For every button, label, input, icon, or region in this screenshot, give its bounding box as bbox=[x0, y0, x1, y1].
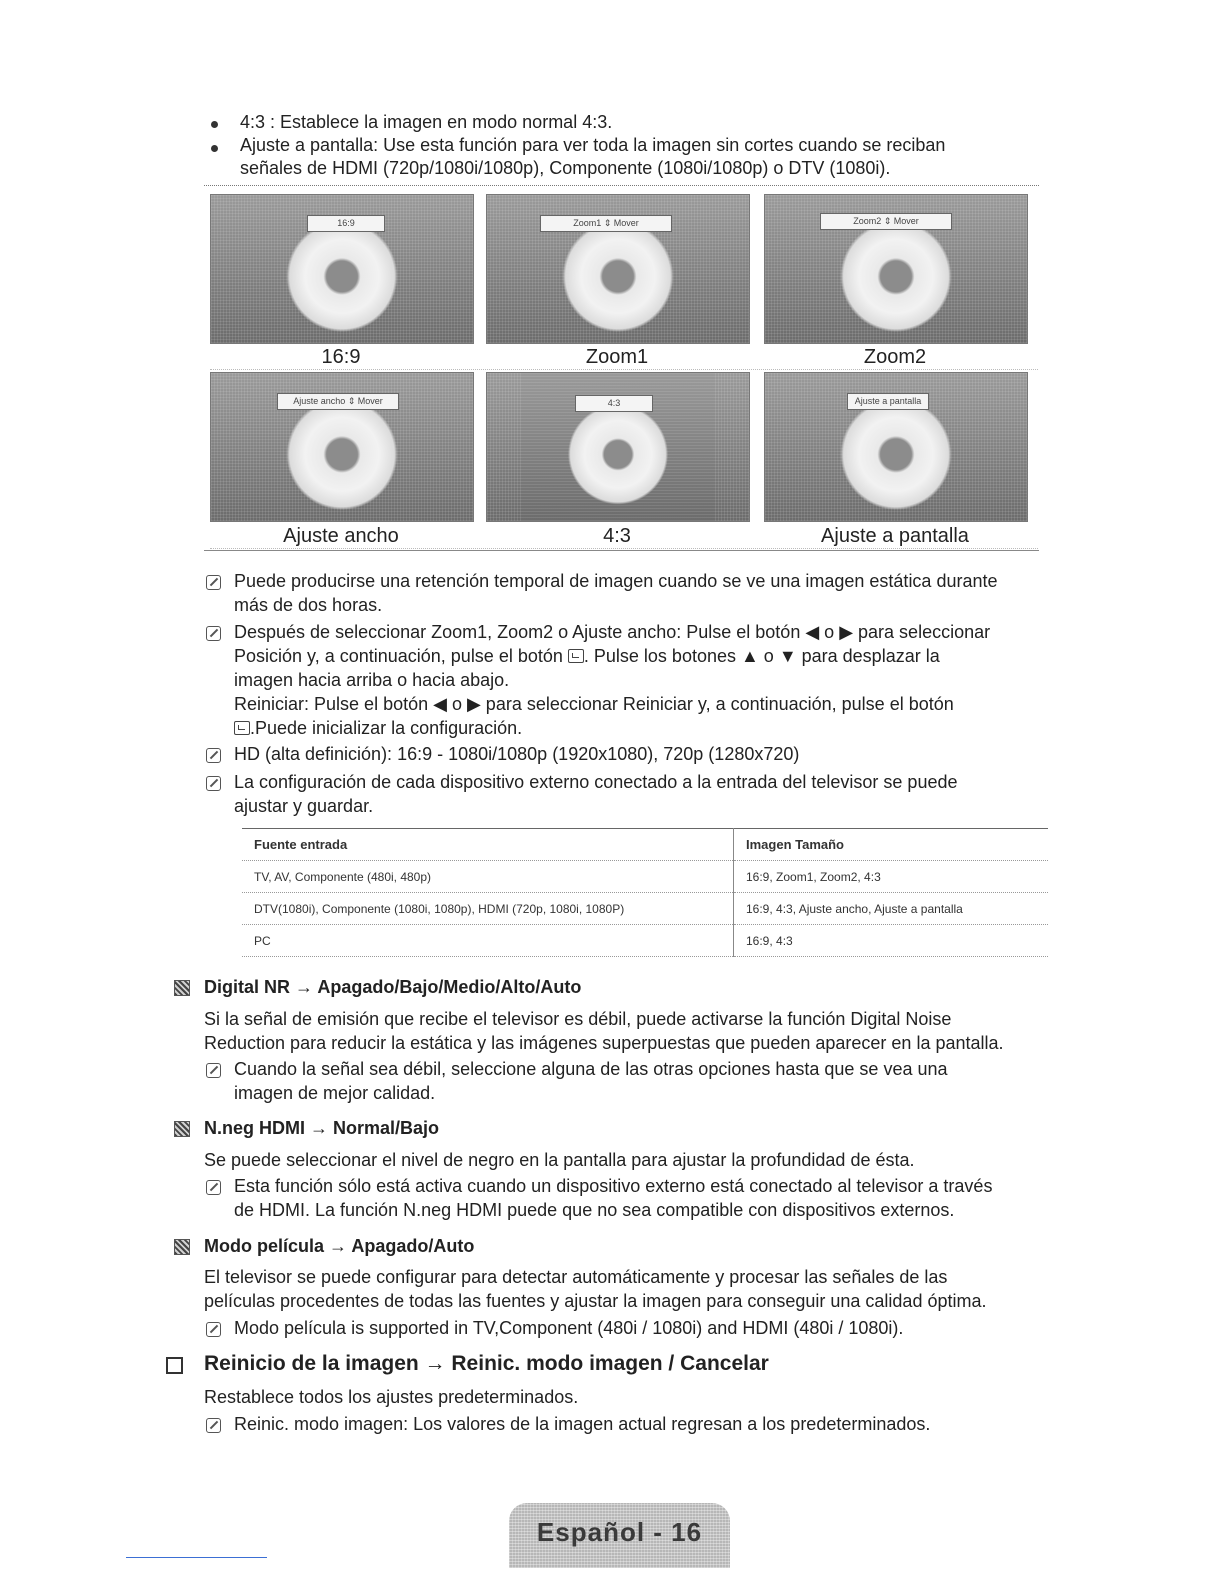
note-icon bbox=[206, 748, 221, 763]
note-text: ajustar y guardar. bbox=[234, 796, 374, 816]
note-icon bbox=[206, 1063, 221, 1078]
note-icon bbox=[206, 626, 221, 641]
section-icon bbox=[174, 1239, 190, 1255]
osd-label: Ajuste ancho ⇕ Mover bbox=[277, 393, 399, 410]
note-text: La configuración de cada dispositivo externo conectado a la entrada del televisor se puede bbox=[234, 772, 958, 792]
note-text bbox=[234, 644, 940, 668]
decorative-line bbox=[126, 1557, 267, 1558]
section-body: Reduction para reducir la estática y las imágenes superpuestas que pueden aparecer en la pantalla. bbox=[204, 1033, 1004, 1053]
note-text: Reiniciar: Pulse el botón ◀ o ▶ para seleccionar Reiniciar y, a continuación, pulse el botón bbox=[234, 694, 954, 714]
column-header: Fuente entrada bbox=[242, 829, 734, 861]
osd-label: 16:9 bbox=[307, 215, 385, 232]
note-text: de HDMI. La función N.neg HDMI puede que no sea compatible con dispositivos externos. bbox=[234, 1200, 955, 1220]
section-heading-modo-pelicula: Modo película → Apagado/Auto bbox=[204, 1236, 475, 1256]
table-row bbox=[242, 925, 1048, 957]
note-text: Puede producirse una retención temporal de imagen cuando se ve una imagen estática durante bbox=[234, 571, 998, 591]
section-body: Si la señal de emisión que recibe el televisor es débil, puede activarse la función Digital Noise bbox=[204, 1009, 952, 1029]
table-cell: 16:9, 4:3 bbox=[734, 925, 1049, 957]
thumbnail-ajuste-ancho bbox=[210, 372, 474, 522]
caption-zoom2: Zoom2 bbox=[863, 346, 927, 368]
note-text: imagen hacia arriba o hacia abajo. bbox=[234, 670, 510, 690]
note-text-part: .Puede inicializar la configuración. bbox=[250, 718, 523, 738]
section-body: películas procedentes de todas las fuentes y ajustar la imagen para conseguir una calidad óptima. bbox=[204, 1291, 987, 1311]
osd-label: Ajuste a pantalla bbox=[847, 393, 929, 410]
page-number: Español - 16 bbox=[536, 1517, 703, 1547]
section-body: El televisor se puede configurar para detectar automáticamente y procesar las señales de las bbox=[204, 1267, 948, 1287]
table-row bbox=[242, 893, 1048, 925]
note-icon bbox=[206, 575, 221, 590]
divider bbox=[204, 550, 1039, 551]
caption-zoom1: Zoom1 bbox=[585, 346, 649, 368]
note-text: Esta función sólo está activa cuando un dispositivo externo está conectado al televisor a través bbox=[234, 1176, 993, 1196]
enter-icon bbox=[234, 721, 250, 735]
note-text-part: Posición y, a continuación, pulse el botón bbox=[234, 646, 568, 666]
divider bbox=[204, 185, 1039, 186]
section-icon bbox=[174, 980, 190, 996]
section-heading-nneg-hdmi: N.neg HDMI → Normal/Bajo bbox=[204, 1118, 440, 1138]
osd-label: Zoom2 ⇕ Mover bbox=[820, 213, 952, 230]
caption-ajuste-pantalla: Ajuste a pantalla bbox=[821, 525, 969, 547]
section-body: Se puede seleccionar el nivel de negro en la pantalla para ajustar la profundidad de ésta. bbox=[204, 1150, 915, 1170]
section-body: Restablece todos los ajustes predeterminados. bbox=[204, 1387, 579, 1407]
bullet-text-ajuste-pantalla: Ajuste a pantalla: Use esta función para ver toda la imagen sin cortes cuando se reciban bbox=[240, 135, 946, 155]
note-text: HD (alta definición): 16:9 - 1080i/1080p (1920x1080), 720p (1280x720) bbox=[234, 744, 800, 764]
bullet-text-43: 4:3 : Establece la imagen en modo normal 4:3. bbox=[240, 112, 613, 132]
note-text: más de dos horas. bbox=[234, 595, 383, 615]
note-text: Después de seleccionar Zoom1, Zoom2 o Ajuste ancho: Pulse el botón ◀ o ▶ para seleccionar bbox=[234, 622, 991, 642]
caption-ajuste-ancho: Ajuste ancho bbox=[283, 525, 399, 547]
checkbox-square-icon bbox=[166, 1357, 183, 1374]
note-icon bbox=[206, 1418, 221, 1433]
thumbnail-4-3 bbox=[486, 372, 750, 522]
note-text bbox=[234, 716, 522, 740]
table-header-row bbox=[242, 829, 1048, 861]
caption-16-9: 16:9 bbox=[321, 346, 361, 368]
bullet-dot bbox=[211, 121, 218, 128]
table-cell: 16:9, 4:3, Ajuste ancho, Ajuste a pantalla bbox=[734, 893, 1049, 925]
osd-label: Zoom1 ⇕ Mover bbox=[540, 215, 672, 232]
bullet-dot bbox=[211, 145, 218, 152]
note-text: Modo película is supported in TV,Component (480i / 1080i) and HDMI (480i / 1080i). bbox=[234, 1318, 904, 1338]
section-icon bbox=[174, 1121, 190, 1137]
section-heading-digital-nr: Digital NR → Apagado/Bajo/Medio/Alto/Auto bbox=[204, 977, 582, 997]
page-footer-tab bbox=[509, 1503, 730, 1568]
table-cell: TV, AV, Componente (480i, 480p) bbox=[242, 861, 734, 893]
column-header: Imagen Tamaño bbox=[734, 829, 1049, 861]
thumbnail-ajuste-pantalla bbox=[764, 372, 1028, 522]
note-icon bbox=[206, 1322, 221, 1337]
table-cell: DTV(1080i), Componente (1080i, 1080p), HDMI (720p, 1080i, 1080P) bbox=[242, 893, 734, 925]
table-row bbox=[242, 861, 1048, 893]
table-cell: PC bbox=[242, 925, 734, 957]
table-cell: 16:9, Zoom1, Zoom2, 4:3 bbox=[734, 861, 1049, 893]
heading-reinicio-imagen: Reinicio de la imagen → Reinic. modo imagen / Cancelar bbox=[204, 1352, 769, 1375]
bullet-text-ajuste-pantalla-cont: señales de HDMI (720p/1080i/1080p), Componente (1080i/1080p) o DTV (1080i). bbox=[240, 158, 891, 178]
caption-4-3: 4:3 bbox=[603, 525, 631, 547]
enter-icon bbox=[568, 649, 584, 663]
input-size-table bbox=[242, 828, 1048, 957]
thumbnail-zoom2 bbox=[764, 194, 1028, 344]
note-text: Reinic. modo imagen: Los valores de la imagen actual regresan a los predeterminados. bbox=[234, 1414, 931, 1434]
note-text-part: . Pulse los botones ▲ o ▼ para desplazar la bbox=[583, 646, 940, 666]
note-icon bbox=[206, 1180, 221, 1195]
osd-label: 4:3 bbox=[575, 395, 653, 412]
note-text: imagen de mejor calidad. bbox=[234, 1083, 436, 1103]
note-text: Cuando la señal sea débil, seleccione alguna de las otras opciones hasta que se vea una bbox=[234, 1059, 948, 1079]
thumbnail-zoom1 bbox=[486, 194, 750, 344]
note-icon bbox=[206, 776, 221, 791]
thumbnail-16-9 bbox=[210, 194, 474, 344]
